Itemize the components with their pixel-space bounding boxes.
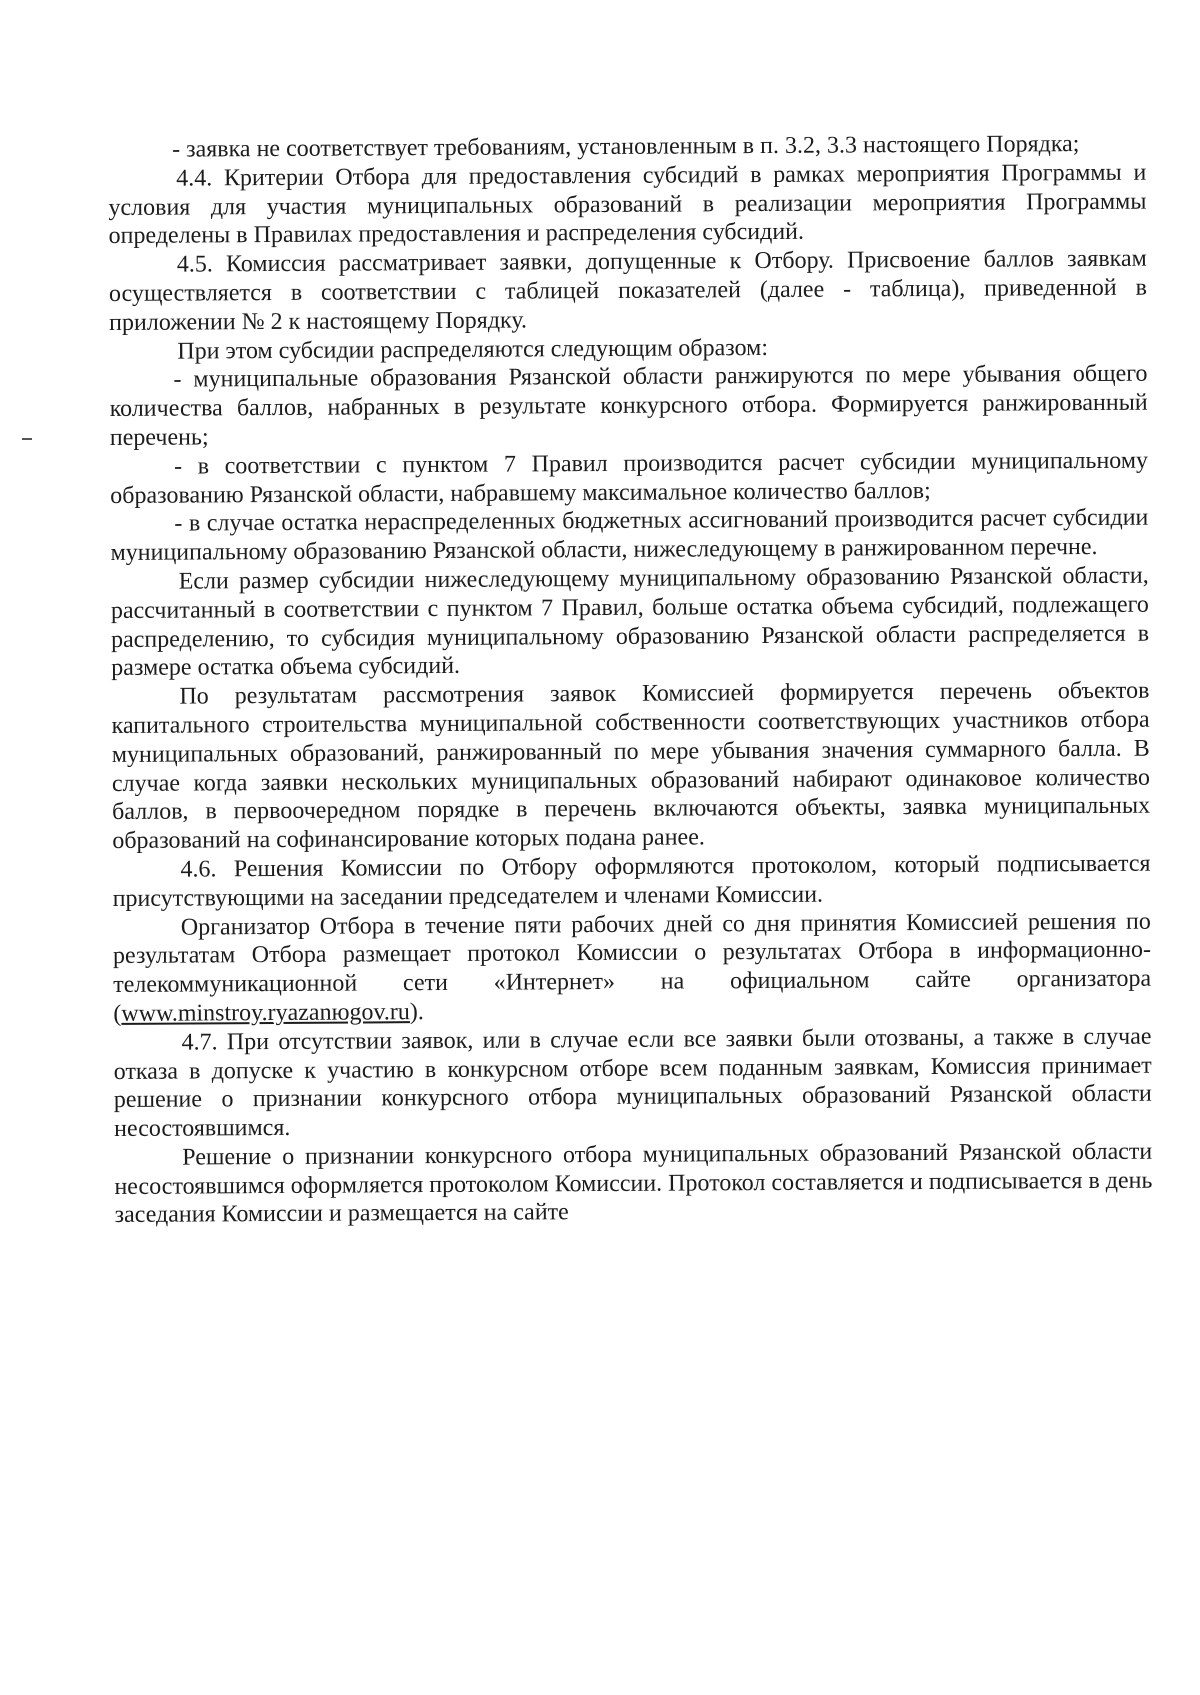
paragraph-distribution-intro: При этом субсидии распределяются следующим образом:: [177, 334, 769, 365]
organizer-publication-text: Организатор Отбора в течение пяти рабочих дней со дня принятия Комиссией решения по результатам Отбора размещает протокол Комиссии о результатах Отбора в информационно-телекоммуникационной сети «Интернет» на официальном сайте организатора (: [112, 908, 1152, 1027]
paragraph-remaining-allocations: - в случае остатка нераспределенных бюджетных ассигнований производится расчет субсидии муниципальному образованию Рязанской области, нижеследующему в ранжированном перечне.: [110, 505, 1149, 567]
paragraph-max-score-calculation: - в соответствии с пунктом 7 Правил производится расчет субсидии муниципальному образованию Рязанской области, набравшему максимальное количество баллов;: [110, 447, 1149, 509]
paragraph-organizer-publication: [113, 907, 1152, 1029]
organizer-publication-suffix: ).: [409, 998, 424, 1026]
paragraph-failed-selection-decision: Решение о признании конкурсного отбора муниципальных образований Рязанской области несостоявшимся оформляется протоколом Комиссии. Протокол составляется и подписывается в день заседания Комиссии и размещается на сайте: [114, 1138, 1153, 1229]
paragraph-4-4-criteria: 4.4. Критерии Отбора для предоставления субсидий в рамках мероприятия Программы и условия для участия муниципальных образований в реализации мероприятия Программы определены в Правилах предоставления и распределения субсидий.: [108, 159, 1147, 250]
paragraph-4-7-no-applications: 4.7. При отсутствии заявок, или в случае если все заявки были отозваны, а также в случае отказа в допуске к участию в конкурсном отборе всем поданным заявкам, Комиссия принимает решение о признании конкурсного отбора муниципальных образований Рязанской области несостоявшимся.: [113, 1023, 1152, 1143]
paragraph-4-6-protocol: 4.6. Решения Комиссии по Отбору оформляются протоколом, который подписывается присутствующими на заседании председателем и членами Комиссии.: [112, 850, 1151, 912]
paragraph-ranking: - муниципальные образования Рязанской области ранжируются по мере убывания общего количества баллов, набранных в результате конкурсного отбора. Формируется ранжированный перечень;: [109, 361, 1148, 451]
paragraph-object-list: По результатам рассмотрения заявок Комиссией формируется перечень объектов капитального строительства муниципальной собственности соответствующих участников отбора муниципальных образований, ранжированный по мере убывания значения суммарного балла. В случае когда заявки нескольких муниципальных образований набирают одинаковое количество баллов, в первоочередном порядке в перечень включаются объекты, заявка муниципальных образований на софинансирование которых подана ранее.: [111, 677, 1151, 855]
paragraph-subsidy-remainder: Если размер субсидии нижеследующему муниципальному образованию Рязанской области, рассчитанный в соответствии с пунктом 7 Правил, больше остатка объема субсидий, подлежащего распределению, то субсидия муниципальному образованию Рязанской области распределяется в размере остатка объема субсидий.: [110, 562, 1150, 682]
paragraph-4-5-commission-review: 4.5. Комиссия рассматривает заявки, допущенные к Отбору. Присвоение баллов заявкам осуществляется в соответствии с таблицей показателей (далее - таблица), приведенной в приложении № 2 к настоящему Порядку.: [108, 245, 1148, 336]
document-body: [108, 130, 1153, 1231]
scan-artifact: [22, 438, 32, 440]
organizer-site-link[interactable]: www.minstroy.ryazanюgov.ru: [121, 999, 410, 1027]
paragraph-requirements-mismatch: - заявка не соответствует требованиям, установленным в п. 3.2, 3.3 настоящего Порядка;: [172, 131, 1080, 163]
